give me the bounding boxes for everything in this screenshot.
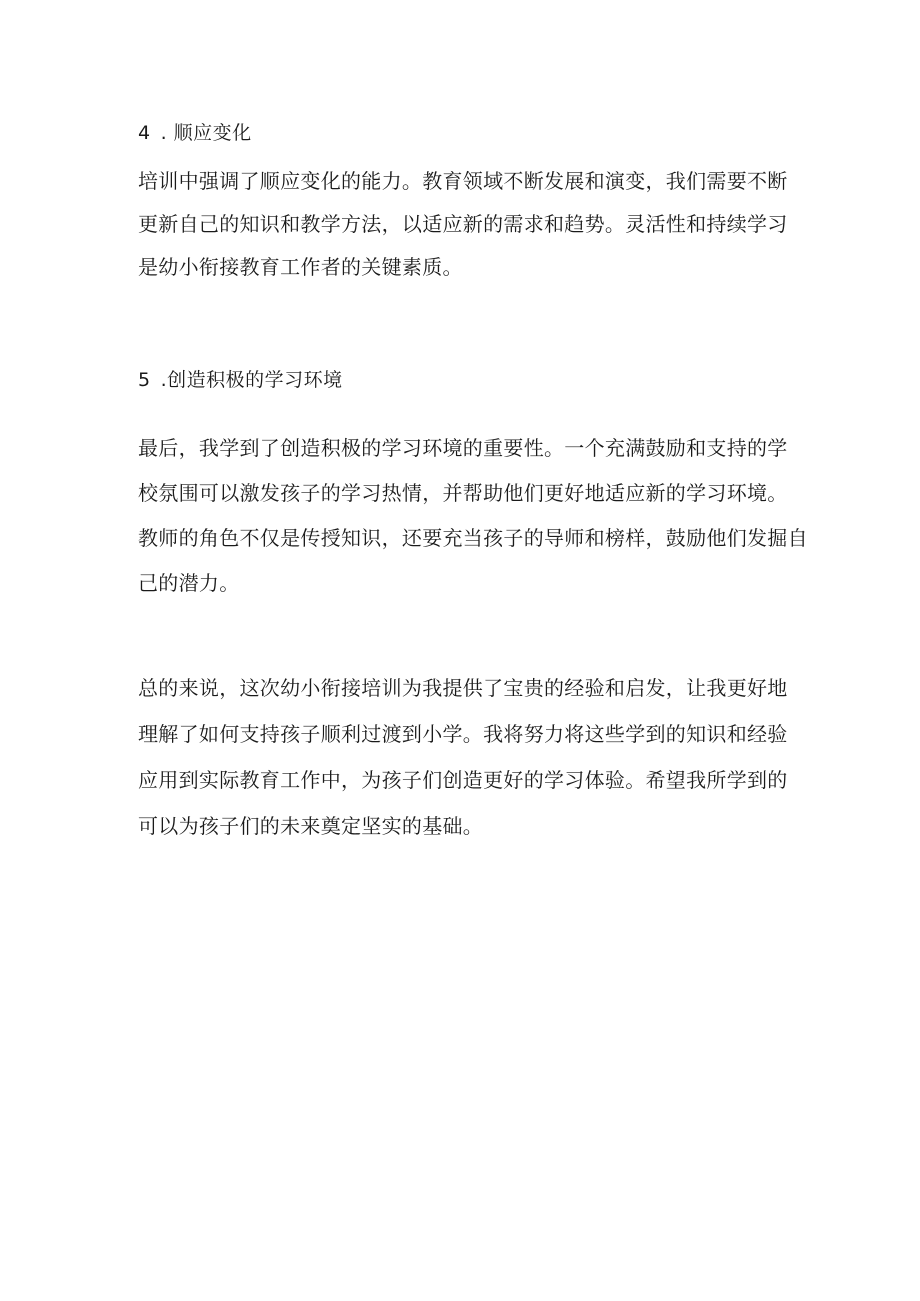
paragraph-line: 应用到实际教育工作中，为孩子们创造更好的学习体验。希望我所学到的 xyxy=(138,768,788,792)
paragraph-line: 可以为孩子们的未来奠定坚实的基础。 xyxy=(138,814,484,838)
paragraph-line: 更新自己的知识和教学方法，以适应新的需求和趋势。灵活性和持续学习 xyxy=(138,212,788,236)
paragraph-line: 教师的角色不仅是传授知识，还要充当孩子的导师和榜样，鼓励他们发掘自 xyxy=(138,526,808,550)
paragraph-line: 总的来说，这次幼小衔接培训为我提供了宝贵的经验和启发，让我更好地 xyxy=(138,676,788,700)
section-4-title: . 顺应变化 xyxy=(160,122,252,144)
paragraph-line: 校氛围可以激发孩子的学习热情，并帮助他们更好地适应新的学习环境。 xyxy=(138,481,788,505)
section-5-paragraph xyxy=(138,435,808,596)
paragraph-line: 己的潜力。 xyxy=(138,571,240,595)
paragraph-line: 是幼小衔接教育工作者的关键素质。 xyxy=(138,255,463,279)
section-5-heading xyxy=(138,368,343,392)
section-4-heading xyxy=(138,121,252,145)
section-4-paragraph xyxy=(138,168,788,280)
section-4-number: 4 xyxy=(138,122,151,144)
paragraph-line: 最后，我学到了创造积极的学习环境的重要性。一个充满鼓励和支持的学 xyxy=(138,436,788,460)
section-5-title: .创造积极的学习环境 xyxy=(160,369,343,391)
paragraph-line: 理解了如何支持孩子顺利过渡到小学。我将努力将这些学到的知识和经验 xyxy=(138,722,788,746)
section-5-number: 5 xyxy=(138,369,151,391)
conclusion-paragraph xyxy=(138,675,788,839)
paragraph-line: 培训中强调了顺应变化的能力。教育领域不断发展和演变，我们需要不断 xyxy=(138,169,788,193)
